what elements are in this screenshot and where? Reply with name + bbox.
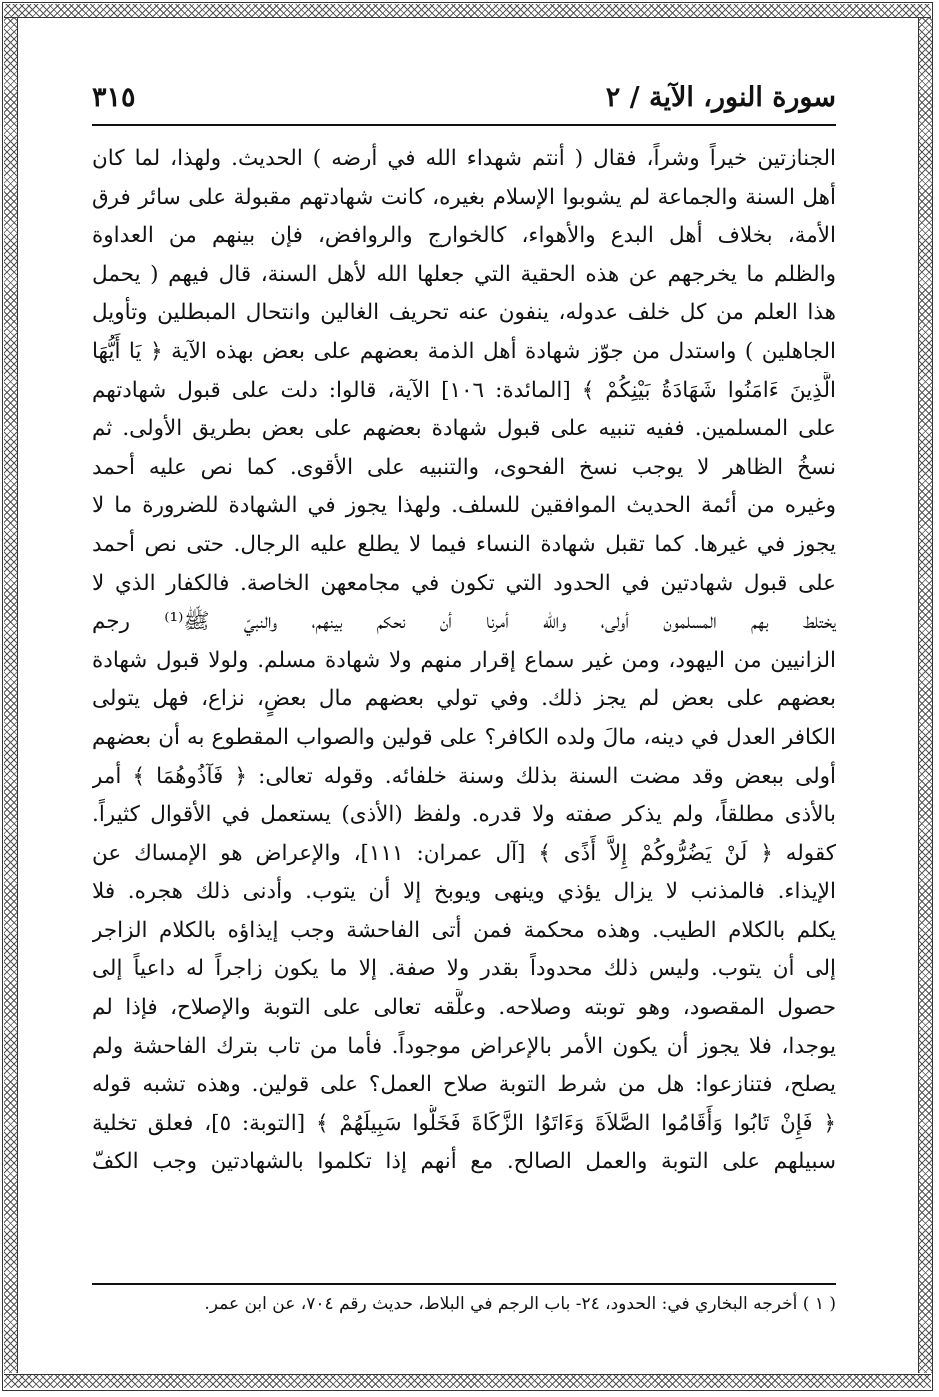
text-line: الزانيين من اليهود، ومن غير سماع إقرار منهم ولا شهادة مسلم. ولولا قبول شهادة xyxy=(92,647,836,673)
decorative-border-bottom xyxy=(4,1374,931,1388)
decorative-border-right xyxy=(918,18,932,1373)
page-number: ٣١٥ xyxy=(92,82,136,113)
text-line: على قبول شهادتين في الحدود التي تكون في مجامعهن الخاصة. فالكفار الذي لا xyxy=(92,570,836,596)
text-line: كقوله ﴿ لَنْ يَضُرُّوكُمْ إِلاَّ أَذًى ﴾ [آل عمران: ١١١]، والإعراض هو الإمساك عن xyxy=(92,840,836,866)
text-line: يكلم بالكلام الطيب. وهذه محكمة فمن أتى الفاحشة وجب إيذاؤه بالكلام الزاجر xyxy=(92,917,836,943)
text-line: الأمة، بخلاف أهل البدع والأهواء، كالخوارج والروافض، فإن بينهم من العداوة xyxy=(92,223,836,249)
page-header xyxy=(92,78,836,126)
text-line: يختلط بهم المسلمون أولى، والله أمرنا أن نحكم بينهم، والنبيّ ﷺ⁽¹⁾ رجم xyxy=(92,609,836,635)
text-line: الجنازتين خيراً وشراً، فقال ( أنتم شهداء الله في أرضه ) الحديث. ولهذا، لما كان xyxy=(92,146,836,171)
body-text xyxy=(92,140,836,1182)
text-line: والظلم ما يخرجهم عن هذه الحقية التي جعلها الله لأهل السنة، قال فيهم ( يحمل xyxy=(92,261,836,287)
text-line: الإيذاء. فالمذنب لا يزال يؤذي وينهى ويوبخ إلا أن يتوب. وأدنى ذلك هجره. فلا xyxy=(92,879,836,905)
text-line: حصول المقصود، وهو توبته وصلاحه. وعلَّقه تعالى على التوبة والإصلاح، فإذا لم xyxy=(92,995,836,1021)
text-line: أهل السنة والجماعة لم يشوبوا الإسلام بغيره، كانت شهادتهم مقبولة على سائر فرق xyxy=(92,184,836,210)
running-title: سورة النور، الآية / ٢ xyxy=(605,82,836,113)
text-line: وغيره من أئمة الحديث الموافقين للسلف. ولهذا يجوز في الشهادة للضرورة ما لا xyxy=(92,493,836,519)
text-line: سبيلهم على التوبة والعمل الصالح. مع أنهم إذا تكلموا بالشهادتين وجب الكفّ xyxy=(92,1149,836,1175)
text-line: يوجدا، فلا يجوز أن يكون الأمر بالإعراض موجوداً. فأما من تاب بترك الفاحشة ولم xyxy=(92,1033,836,1059)
text-line: الجاهلين ) واستدل من جوّز شهادة أهل الذمة بعضهم على بعض بهذه الآية ﴿ يَا أَيُّهَا xyxy=(92,338,836,364)
text-line: الكافر العدل في دينه، مالَ ولده الكافر؟ على قولين والصواب المقطوع به أن بعضهم xyxy=(92,724,836,750)
footnote-separator xyxy=(92,1283,836,1285)
text-line: إلى أن يتوب. وليس ذلك محدوداً بقدر ولا صفة. إلا ما يكون زاجراً له داعياً إلى xyxy=(92,956,836,982)
text-line: ﴿ فَإِنْ تَابُوا وَأَقَامُوا الصَّلاَةَ وَءَاتَوُا الزَّكَاةَ فَخَلُّوا سَبِيلَهُمْ ﴾ [التوبة: ٥]، فعلق تخلية xyxy=(92,1110,836,1136)
text-line: هذا العلم من كل خلف عدوله، ينفون عنه تحريف الغالين وانتحال المبطلين وتأويل xyxy=(92,300,836,326)
text-line: يجوز في غيرها. كما تقبل شهادة النساء فيما لا يطلع عليه الرجال. حتى نص أحمد xyxy=(92,531,836,557)
text-line: يصلح، فتنازعوا: هل من شرط التوبة صلاح العمل؟ على قولين. وهذه تشبه قوله xyxy=(92,1072,836,1098)
text-line: أولى ببعض وقد مضت السنة بذلك وسنة خلفائه. وقوله تعالى: ﴿ فَآذُوهُمَا ﴾ أمر xyxy=(92,763,836,789)
footnote: ( ١ ) أخرجه البخاري في: الحدود، ٢٤- باب الرجم في البلاط، حديث رقم ٧٠٤، عن ابن عمر. xyxy=(204,1294,836,1314)
text-line: نسخُ الظاهر لا يوجب نسخ الفحوى، والتنبيه على الأقوى. كما نص عليه أحمد xyxy=(92,454,836,480)
text-line: بعضهم على بعض لم يجز ذلك. وفي تولي بعضهم مال بعضٍ، نزاع، فهل يتولى xyxy=(92,686,836,712)
decorative-border-top xyxy=(4,4,931,18)
decorative-border-left xyxy=(4,18,18,1373)
text-line: بالأذى مطلقاً، ولم يذكر صفته ولا قدره. ولفظ (الأذى) يستعمل في الأقوال كثيراً. xyxy=(92,802,836,828)
text-line: الَّذِينَ ءَامَنُوا شَهَادَةُ بَيْنِكُمْ ﴾ [المائدة: ١٠٦] الآية، قالوا: دلت على قبول شهادتهم xyxy=(92,377,836,403)
text-line: على المسلمين. ففيه تنبيه على قبول شهادة بعضهم على بعض بطريق الأولى. ثم xyxy=(92,416,836,442)
